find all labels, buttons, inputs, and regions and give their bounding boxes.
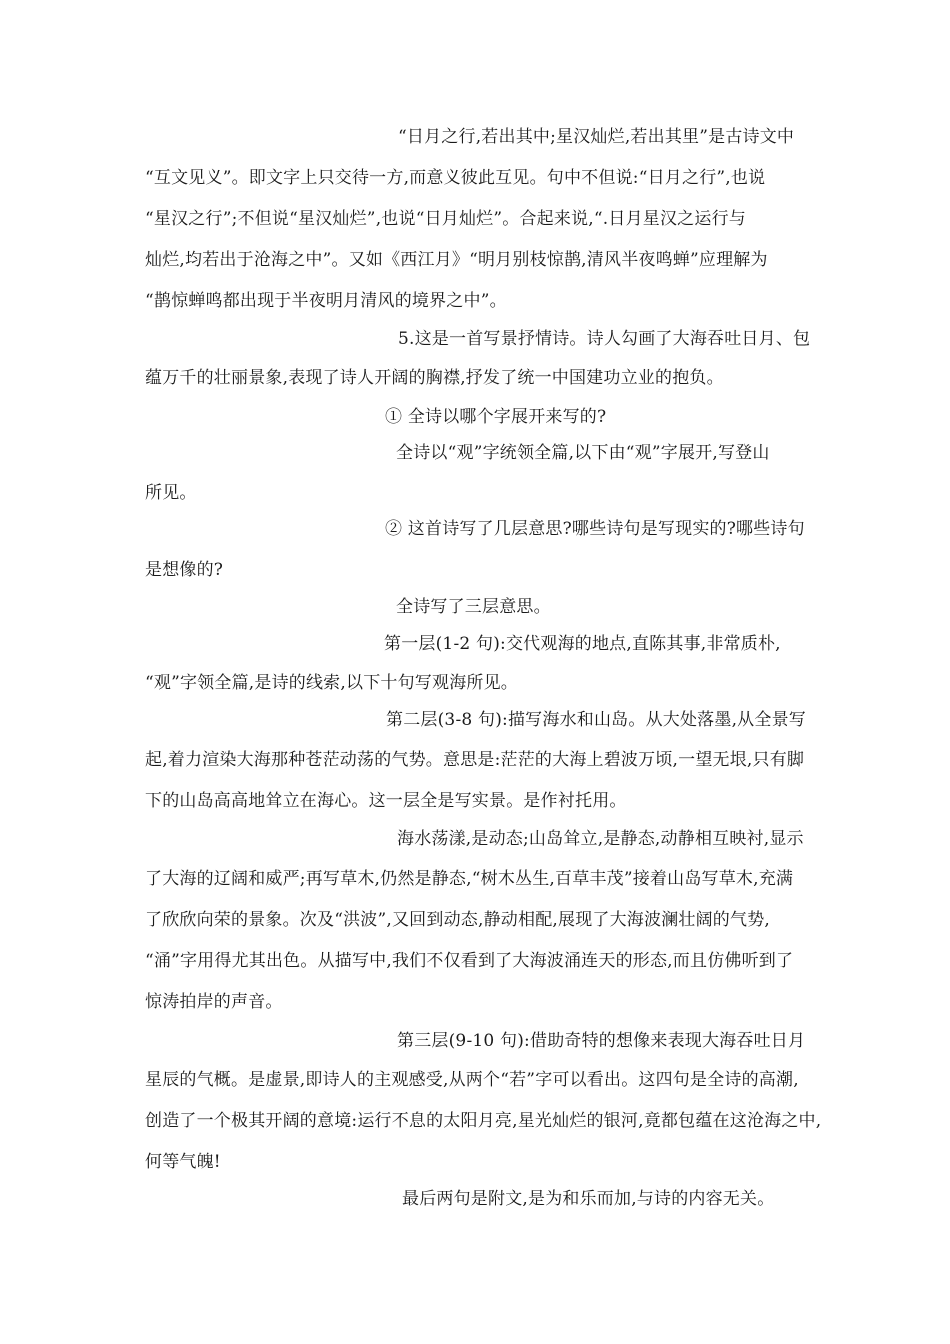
text-line: ① 全诗以哪个字展开来写的? [385, 407, 607, 427]
text-line: 是想像的? [145, 560, 224, 580]
text-line: ② 这首诗写了几层意思?哪些诗句是写现实的?哪些诗句 [385, 519, 805, 539]
text-line: 灿烂,均若出于沧海之中”。又如《西江月》“明月别枝惊鹊,清风半夜鸣蝉”应理解为 [145, 250, 768, 270]
text-line: 了大海的辽阔和威严;再写草木,仍然是静态,“树木丛生,百草丰茂”接着山岛写草木,充满 [145, 869, 794, 889]
text-line: 蕴万千的壮丽景象,表现了诗人开阔的胸襟,抒发了统一中国建功立业的抱负。 [145, 368, 724, 388]
text-line: “观”字领全篇,是诗的线索,以下十句写观海所见。 [145, 673, 518, 693]
text-line: 最后两句是附文,是为和乐而加,与诗的内容无关。 [402, 1189, 775, 1209]
text-line: 起,着力渲染大海那种苍茫动荡的气势。意思是:茫茫的大海上碧波万顷,一望无垠,只有脚 [145, 750, 805, 770]
text-line: 第一层(1-2 句):交代观海的地点,直陈其事,非常质朴, [384, 634, 781, 654]
text-line: 海水荡漾,是动态;山岛耸立,是静态,动静相互映衬,显示 [397, 829, 804, 849]
text-line: “鹊惊蝉鸣都出现于半夜明月清风的境界之中”。 [145, 291, 507, 311]
text-line: 全诗以“观”字统领全篇,以下由“观”字展开,写登山 [396, 443, 770, 463]
text-line: 星辰的气概。是虚景,即诗人的主观感受,从两个“若”字可以看出。这四句是全诗的高潮, [145, 1070, 799, 1090]
text-line: 创造了一个极其开阔的意境:运行不息的太阳月亮,星光灿烂的银河,竟都包蕴在这沧海之中, [145, 1111, 822, 1131]
text-line: 了欣欣向荣的景象。次及“洪波”,又回到动态,静动相配,展现了大海波澜壮阔的气势, [145, 910, 770, 930]
text-line: 全诗写了三层意思。 [396, 597, 551, 617]
text-line: 5.这是一首写景抒情诗。诗人勾画了大海吞吐日月、包 [398, 329, 811, 349]
text-line: “日月之行,若出其中;星汉灿烂,若出其里”是古诗文中 [398, 127, 795, 147]
text-line: 惊涛拍岸的声音。 [145, 992, 283, 1012]
text-line: 第二层(3-8 句):描写海水和山岛。从大处落墨,从全景写 [386, 710, 806, 730]
text-line: “涌”字用得尤其出色。从描写中,我们不仅看到了大海波涌连天的形态,而且仿佛听到了 [145, 951, 794, 971]
text-line: “互文见义”。即文字上只交待一方,而意义彼此互见。句中不但说:“日月之行”,也说 [145, 168, 766, 188]
text-line: “星汉之行”;不但说“星汉灿烂”,也说“日月灿烂”。合起来说,“.日月星汉之运行与 [145, 209, 746, 229]
text-line: 所见。 [145, 483, 197, 503]
text-line: 第三层(9-10 句):借助奇特的想像来表现大海吞吐日月 [397, 1031, 806, 1051]
text-line: 何等气魄! [145, 1152, 221, 1172]
text-line: 下的山岛高高地耸立在海心。这一层全是写实景。是作衬托用。 [145, 791, 627, 811]
